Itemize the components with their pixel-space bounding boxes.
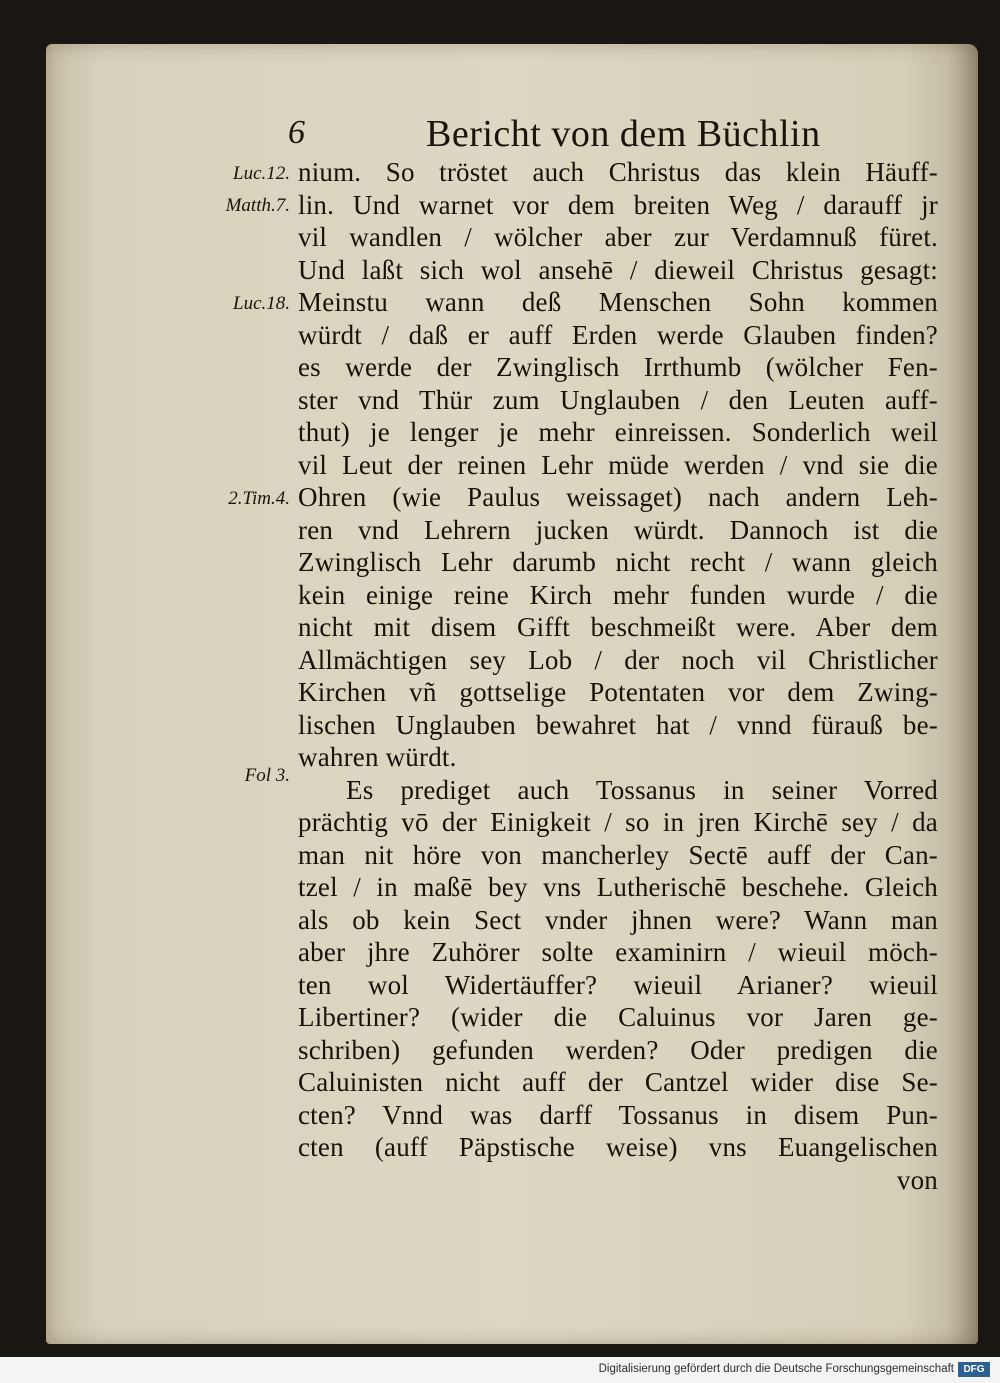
text-line: ten wol Widertäuffer? wieuil Arianer? wieuil	[298, 969, 938, 1000]
text-line: Und laßt sich wol ansehē / dieweil Christus gesagt:	[298, 254, 938, 285]
text-line: vil Leut der reinen Lehr müde werden / vnd sie die	[298, 449, 938, 480]
text-line: Es prediget auch Tossanus in seiner Vorred	[346, 774, 938, 805]
digitization-footer	[0, 1357, 1000, 1383]
text-line: cten? Vnnd was darff Tossanus in disem Pun-	[298, 1099, 938, 1130]
text-line: vil wandlen / wölcher aber zur Verdamnuß füret.	[298, 222, 938, 252]
margin-note-2tim4: 2.Tim.4.	[228, 488, 290, 509]
text-line: man nit höre von mancherley Sectē auff der Can-	[298, 839, 938, 870]
main-text-block	[298, 156, 938, 1196]
text-line: prächtig vō der Einigkeit / so in jren Kirchē sey / da	[298, 807, 938, 837]
text-line: als ob kein Sect vnder jhnen were? Wann man	[298, 904, 938, 935]
text-line: tzel / in maßē bey vns Lutherischē beschehe. Gleich	[298, 872, 938, 902]
book-page	[46, 44, 978, 1344]
margin-note-luc12: Luc.12.	[233, 163, 290, 184]
text-line: Ohren (wie Paulus weissaget) nach andern Leh-	[298, 482, 938, 512]
margin-note-luc18: Luc.18.	[233, 293, 290, 314]
text-line: nium. So tröstet auch Christus das klein Häuff-	[298, 157, 938, 187]
text-line: Kirchen vñ gottselige Potentaten vor dem Zwing-	[298, 677, 938, 707]
text-line: Zwinglisch Lehr darumb nicht recht / wann gleich	[298, 547, 938, 577]
running-title: Bericht von dem Büchlin	[426, 113, 821, 155]
text-line: Libertiner? (wider die Caluinus vor Jaren ge-	[298, 1002, 938, 1032]
text-line: Allmächtigen sey Lob / der noch vil Christlicher	[298, 644, 938, 675]
text-line: es werde der Zwinglisch Irrthumb (wölcher Fen-	[298, 352, 938, 382]
text-line: aber jhre Zuhörer solte examinirn / wieuil möch-	[298, 937, 938, 967]
folio-number: 6	[288, 114, 305, 151]
catchword: von	[896, 1164, 938, 1195]
margin-note-matth7: Matth.7.	[225, 195, 290, 216]
text-line: ren vnd Lehrern jucken würdt. Dannoch ist die	[298, 514, 938, 545]
text-line: cten (auff Päpstische weise) vns Euangelischen	[298, 1132, 938, 1162]
dfg-logo: DFG	[958, 1362, 990, 1377]
text-line: ster vnd Thür zum Unglauben / den Leuten auff-	[298, 384, 938, 415]
text-line: nicht mit disem Gifft beschmeißt were. Aber dem	[298, 612, 938, 642]
page-edge-shadow	[948, 44, 978, 1344]
text-line: Meinstu wann deß Menschen Sohn kommen	[298, 287, 938, 317]
funding-credit: Digitalisierung gefördert durch die Deutsche Forschungsgemeinschaft	[598, 1363, 954, 1375]
text-line: Caluinisten nicht auff der Cantzel wider dise Se-	[298, 1067, 938, 1097]
text-line: kein einige reine Kirch mehr funden wurde / die	[298, 579, 938, 610]
text-line: wahren würdt.	[298, 742, 457, 772]
text-line: schriben) gefunden werden? Oder predigen die	[298, 1034, 938, 1065]
text-line: würdt / daß er auff Erden werde Glauben finden?	[298, 319, 938, 350]
text-line: lischen Unglauben bewahret hat / vnnd fürauß be-	[298, 709, 938, 740]
margin-note-fol3: Fol 3.	[244, 765, 290, 786]
text-line: thut) je lenger je mehr einreissen. Sonderlich weil	[298, 417, 938, 447]
text-line: lin. Und warnet vor dem breiten Weg / darauff jr	[298, 189, 938, 220]
